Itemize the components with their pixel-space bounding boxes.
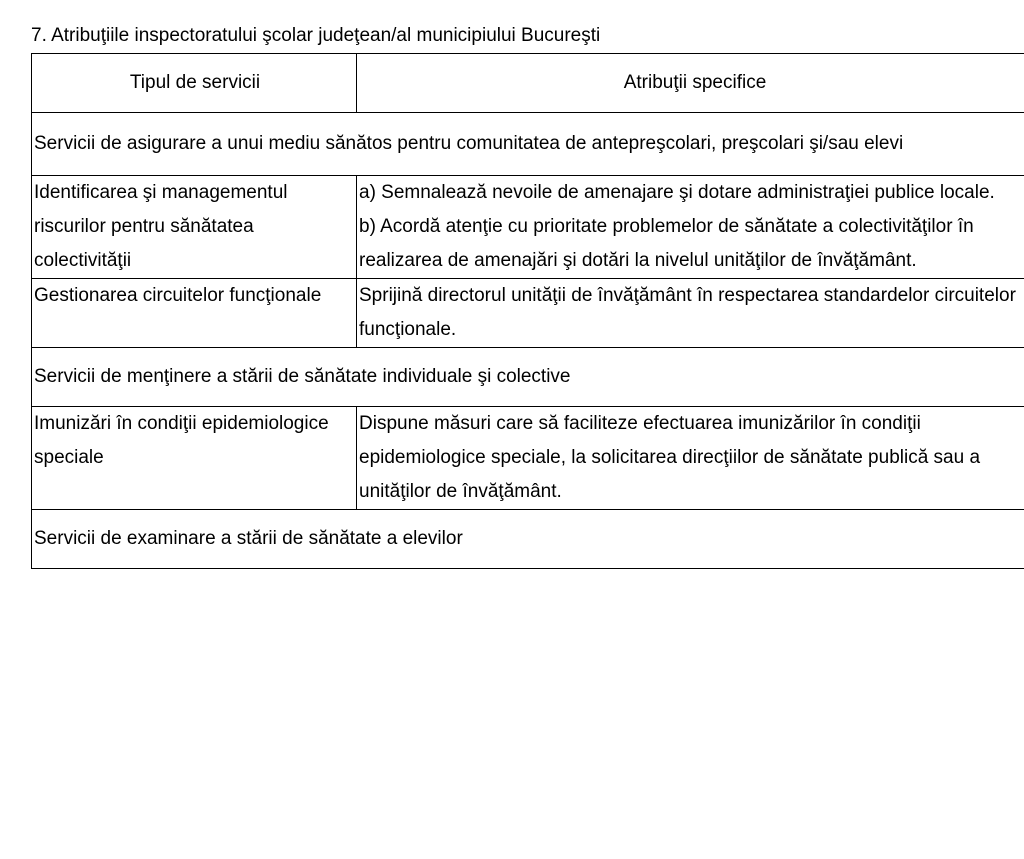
header-specific-attributions: Atribuţii specifice xyxy=(357,54,1024,113)
table-row xyxy=(32,279,1024,348)
cell-functional-circuits: Gestionarea circuitelor funcţionale xyxy=(32,279,357,348)
header-service-type: Tipul de servicii xyxy=(32,54,357,113)
table-row xyxy=(32,176,1024,279)
attribution-b: b) Acordă atenţie cu prioritate problemelor de sănătate a colectivităţilor în realizarea de amenajări şi dotări la nivelul unităţilor de învăţământ. xyxy=(359,216,974,271)
cell-immunization-attributions: Dispune măsuri care să faciliteze efectuarea imunizărilor în condiţii epidemiologice speciale, la solicitarea direcţiilor de sănătate publică sau a unităţilor de învăţământ. xyxy=(357,407,1024,510)
cell-immunizations: Imunizări în condiţii epidemiologice speciale xyxy=(32,407,357,510)
cell-circuits-attributions: Sprijină directorul unităţii de învăţământ în respectarea standardelor circuitelor funcţionale. xyxy=(357,279,1024,348)
section-row xyxy=(32,510,1024,569)
section-heading: 7. Atribuţiile inspectoratului şcolar judeţean/al municipiului Bucureşti xyxy=(31,25,601,46)
section-healthy-environment: Servicii de asigurare a unui mediu sănătos pentru comunitatea de antepreşcolari, preşcolari şi/sau elevi xyxy=(32,113,1024,176)
table-row xyxy=(32,407,1024,510)
attributions-table xyxy=(31,53,1024,569)
section-row xyxy=(32,113,1024,176)
section-row xyxy=(32,348,1024,407)
attribution-a: a) Semnalează nevoile de amenajare şi dotare administraţiei publice locale. xyxy=(359,182,995,203)
section-health-maintenance: Servicii de menţinere a stării de sănătate individuale şi colective xyxy=(32,348,1024,407)
cell-risk-attributions xyxy=(357,176,1024,279)
table-header-row xyxy=(32,54,1024,113)
section-health-examination: Servicii de examinare a stării de sănătate a elevilor xyxy=(32,510,1024,569)
cell-risk-management: Identificarea şi managementul riscurilor pentru sănătatea colectivităţii xyxy=(32,176,357,279)
